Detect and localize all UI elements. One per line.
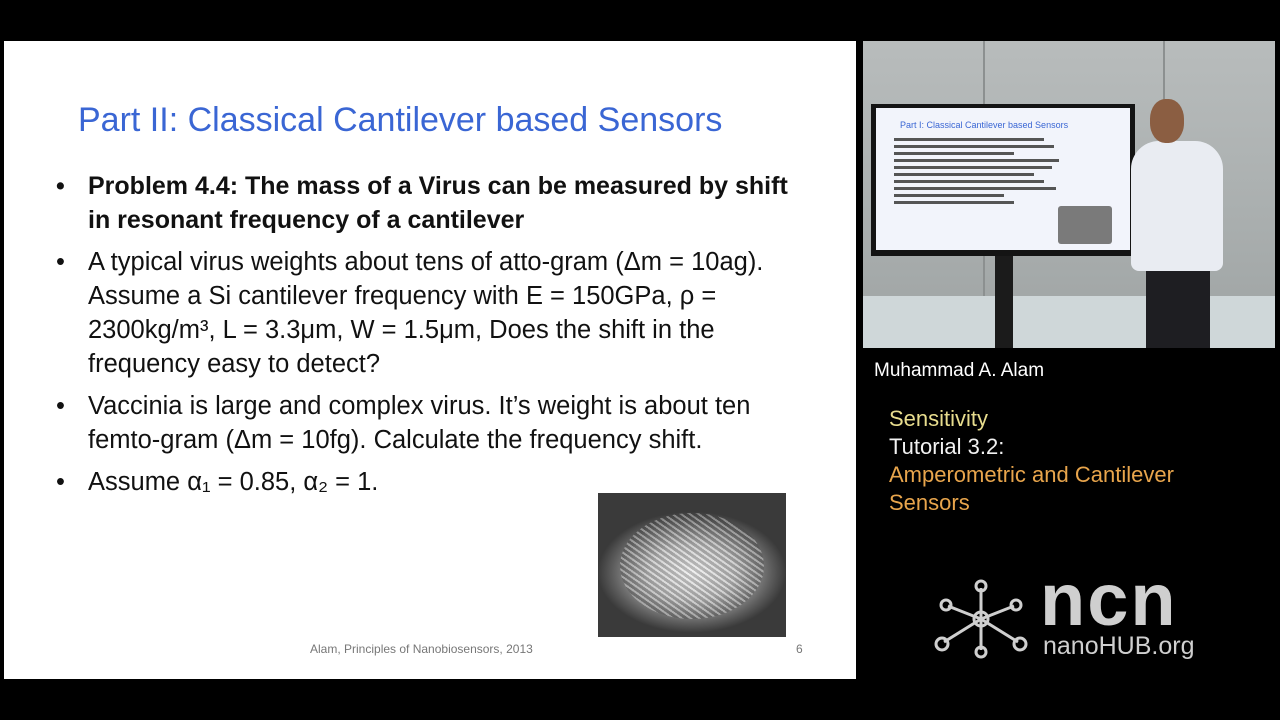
course-line-sensitivity: Sensitivity xyxy=(889,406,989,431)
slide-title: Part II: Classical Cantilever based Sensors xyxy=(78,101,723,139)
presenter-video xyxy=(863,41,1275,348)
nanohub-logo-text: nanoHUB.org xyxy=(1043,632,1195,660)
tv-screen-title: Part I: Classical Cantilever based Sensors xyxy=(900,120,1069,130)
presenter-name: Muhammad A. Alam xyxy=(874,360,1045,381)
tv-screen xyxy=(876,108,1130,250)
presenter-body xyxy=(1131,141,1223,271)
bullet-typical-virus: • A typical virus weights about tens of atto-gram (Δm = 10ag). Assume a Si cantilever frequency with E = 150GPa, ρ = 2300kg/m³, L = 3.3μm, W = 1.5μm, Does the shift in the frequency easy to detect? xyxy=(54,245,814,381)
slide-page-number: 6 xyxy=(796,642,803,656)
bullet-problem: • Problem 4.4: The mass of a Virus can be measured by shift in resonant frequency of a cantilever xyxy=(54,169,814,237)
tv-stand xyxy=(995,256,1013,348)
course-line-tutorial: Tutorial 3.2: xyxy=(889,434,1005,459)
slide-footer: Alam, Principles of Nanobiosensors, 2013 xyxy=(310,642,533,656)
tv-virus-image xyxy=(1058,206,1112,244)
slide-panel xyxy=(4,41,856,679)
bullet-list xyxy=(54,169,814,507)
tv-screen-text-lines xyxy=(894,138,1059,208)
presenter-legs xyxy=(1146,269,1210,348)
presenter-head xyxy=(1150,99,1184,143)
course-line-topic: Amperometric and Cantilever xyxy=(889,462,1174,487)
course-line-topic-cont: Sensors xyxy=(889,490,970,515)
virus-micrograph-image xyxy=(598,493,786,637)
ncn-logo-text: ncn xyxy=(1040,558,1178,641)
ncn-network-logo-icon xyxy=(930,578,1032,660)
course-title xyxy=(889,405,1174,517)
bullet-vaccinia: • Vaccinia is large and complex virus. It’s weight is about ten femto-gram (Δm = 10fg). Calculate the frequency shift. xyxy=(54,389,814,457)
bullet-assume: • Assume α₁ = 0.85, α₂ = 1. xyxy=(54,465,814,499)
floor xyxy=(863,296,1275,348)
tv-monitor xyxy=(871,104,1135,256)
